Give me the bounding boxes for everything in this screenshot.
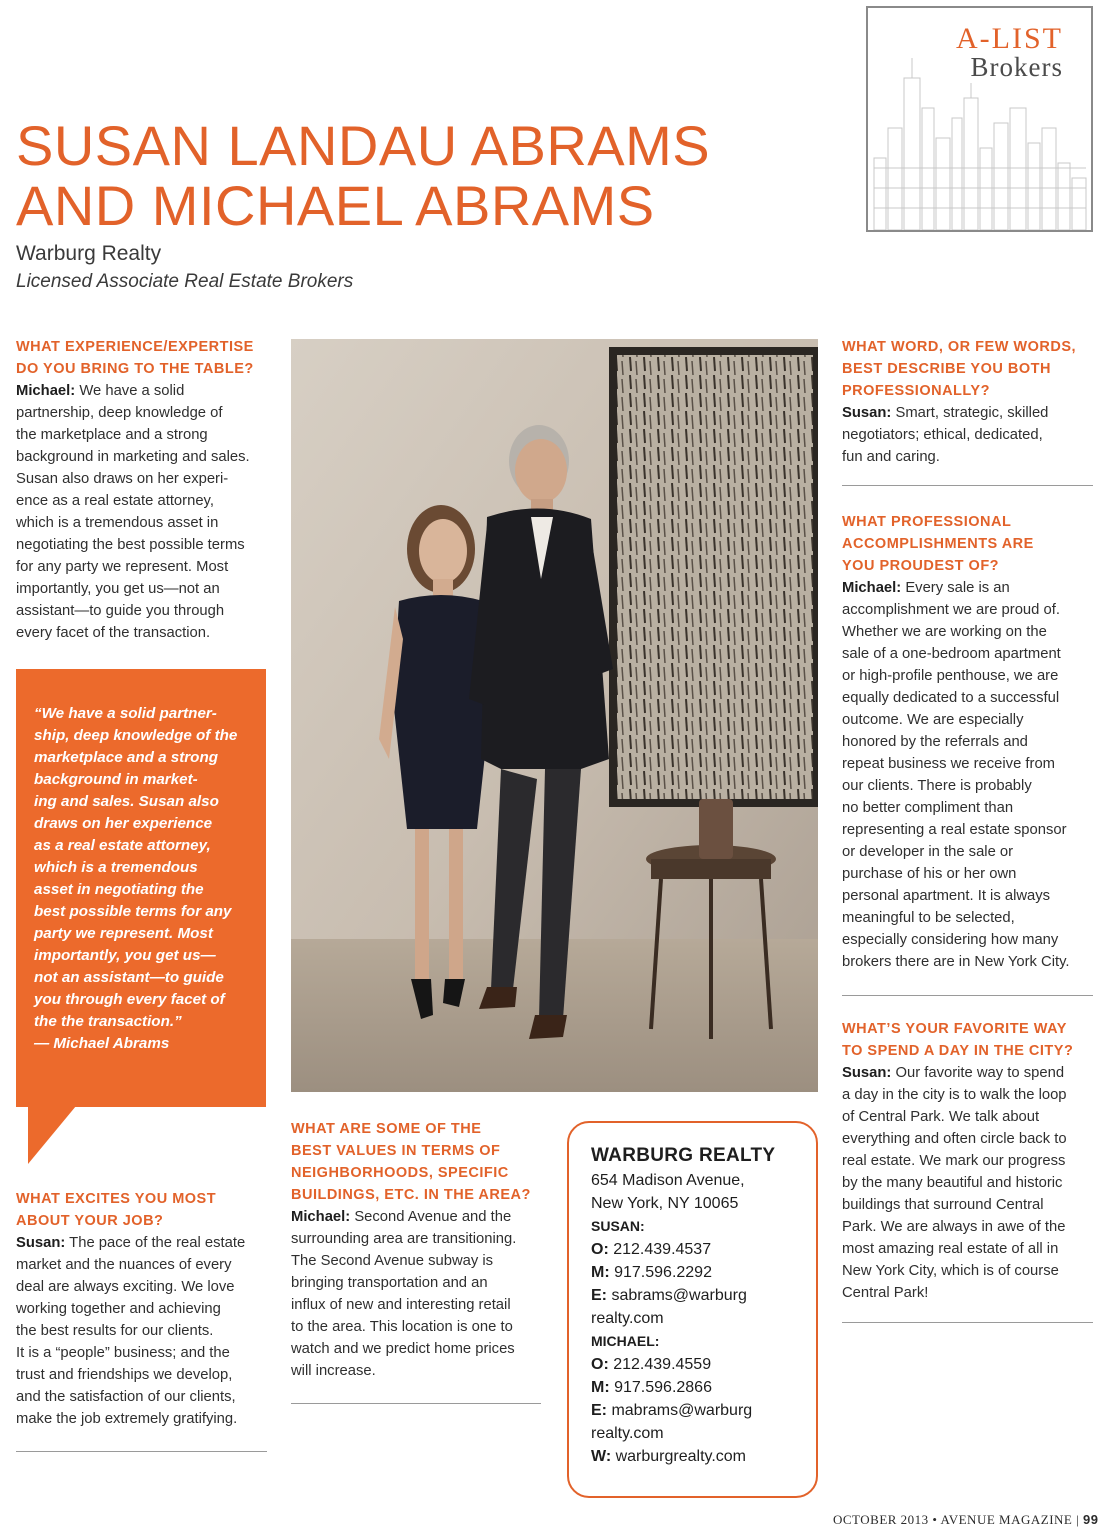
answer-line: bringing transportation and an xyxy=(291,1275,488,1291)
answer-line: buildings that surround Central xyxy=(842,1197,1044,1213)
question-heading: WHAT EXCITES YOU MOST xyxy=(16,1191,217,1207)
answer-line: the marketplace and a strong xyxy=(16,427,208,443)
footer-text: OCTOBER 2013 • AVENUE MAGAZINE | xyxy=(833,1512,1083,1527)
contact-label: W: xyxy=(591,1448,612,1465)
contact-company: WARBURG REALTY xyxy=(591,1145,776,1166)
company-name: Warburg Realty xyxy=(16,242,162,265)
right-column-q1 xyxy=(842,336,1097,468)
answer-line: surrounding area are transitioning. xyxy=(291,1231,517,1247)
answer-line xyxy=(842,577,1097,599)
answer-line: background in marketing and sales. xyxy=(16,449,250,465)
answer-line: and the satisfaction of our clients, xyxy=(16,1389,236,1405)
question-heading: WHAT PROFESSIONAL xyxy=(842,514,1012,530)
answer-line: Park. We are always in awe of the xyxy=(842,1219,1066,1235)
answer-line: fun and caring. xyxy=(842,449,940,465)
answer-line: make the job extremely gratifying. xyxy=(16,1411,238,1427)
answer-line: sale of a one-bedroom apartment xyxy=(842,646,1061,662)
answer-line: every facet of the transaction. xyxy=(16,625,211,641)
answer-text: The pace of the real estate xyxy=(65,1235,246,1251)
contact-phone-mobile xyxy=(591,1261,816,1284)
contact-value: 917.596.2866 xyxy=(609,1379,712,1396)
answer-line: influx of new and interesting retail xyxy=(291,1297,511,1313)
contact-phone-office xyxy=(591,1238,816,1261)
a-list-brokers-badge xyxy=(866,6,1093,232)
question-heading: PROFESSIONALLY? xyxy=(842,383,990,399)
answer-line: importantly, you get us—not an xyxy=(16,581,220,597)
speaker-label: Susan: xyxy=(16,1235,66,1251)
question-heading: WHAT’S YOUR FAVORITE WAY xyxy=(842,1021,1067,1037)
contact-person-heading: SUSAN: xyxy=(591,1218,645,1234)
question-heading: WHAT WORD, OR FEW WORDS, xyxy=(842,339,1077,355)
answer-line: New York City, which is of course xyxy=(842,1263,1059,1279)
contact-value: 212.439.4559 xyxy=(608,1356,712,1373)
answer-line: outcome. We are especially xyxy=(842,712,1024,728)
answer-line: to the area. This location is one to xyxy=(291,1319,513,1335)
contact-person-heading: MICHAEL: xyxy=(591,1333,660,1349)
answer-line: meaningful to be selected, xyxy=(842,910,1015,926)
left-column-q1 xyxy=(16,336,278,644)
question-heading: YOU PROUDEST OF? xyxy=(842,558,1000,574)
answer-line: Susan also draws on her experi- xyxy=(16,471,229,487)
question-heading: BEST VALUES IN TERMS OF xyxy=(291,1143,501,1159)
answer-line: partnership, deep knowledge of xyxy=(16,405,223,421)
website-link[interactable]: warburgrealty.com xyxy=(611,1448,746,1465)
pull-quote-line: you through every facet of xyxy=(34,991,225,1008)
answer-line: which is a tremendous asset in xyxy=(16,515,219,531)
pull-quote-line: marketplace and a strong xyxy=(34,749,219,766)
answer-line: Whether we are working on the xyxy=(842,624,1047,640)
answer-line: for any party we represent. Most xyxy=(16,559,229,575)
contact-label: M: xyxy=(591,1379,610,1396)
contact-box xyxy=(567,1121,818,1498)
speech-bubble-tail xyxy=(28,1106,78,1166)
answer-line: trust and friendships we develop, xyxy=(16,1367,233,1383)
answer-line xyxy=(842,1062,1097,1084)
question-heading: ABOUT YOUR JOB? xyxy=(16,1213,164,1229)
headline-line-2: AND MICHAEL ABRAMS xyxy=(16,174,655,237)
contact-email-link[interactable]: sabrams@warburg xyxy=(607,1287,747,1304)
contact-label: E: xyxy=(591,1402,607,1419)
middle-column-q xyxy=(291,1118,546,1382)
contact-website xyxy=(591,1445,816,1468)
answer-line: market and the nuances of every xyxy=(16,1257,232,1273)
answer-text: Smart, strategic, skilled xyxy=(891,405,1049,421)
answer-line: personal apartment. It is always xyxy=(842,888,1051,904)
contact-phone-office xyxy=(591,1353,816,1376)
answer-line: negotiating the best possible terms xyxy=(16,537,245,553)
answer-line: accomplishment we are proud of. xyxy=(842,602,1060,618)
answer-text: Our favorite way to spend xyxy=(891,1065,1065,1081)
pull-quote-line: draws on her experience xyxy=(34,815,213,832)
portrait-illustration xyxy=(291,339,818,1092)
answer-line: The Second Avenue subway is xyxy=(291,1253,494,1269)
contact-label: O: xyxy=(591,1241,609,1258)
divider xyxy=(842,1322,1093,1323)
answer-line: repeat business we receive from xyxy=(842,756,1056,772)
answer-line xyxy=(16,380,278,402)
question-heading: BUILDINGS, ETC. IN THE AREA? xyxy=(291,1187,531,1203)
pull-quote-line: importantly, you get us— xyxy=(34,947,216,964)
question-heading: TO SPEND A DAY IN THE CITY? xyxy=(842,1043,1074,1059)
contact-address-line: New York, NY 10065 xyxy=(591,1195,739,1212)
contact-email xyxy=(591,1284,816,1307)
answer-line: of Central Park. We talk about xyxy=(842,1109,1040,1125)
answer-line: the best results for our clients. xyxy=(16,1323,214,1339)
page-number: 99 xyxy=(1082,1512,1099,1527)
pull-quote-line: party we represent. Most xyxy=(34,925,213,942)
pull-quote-line: ship, deep knowledge of the xyxy=(34,727,238,744)
contact-phone-mobile xyxy=(591,1376,816,1399)
pull-quote-line: background in market- xyxy=(34,771,198,788)
question-heading: ACCOMPLISHMENTS ARE xyxy=(842,536,1034,552)
pull-quote-box xyxy=(16,669,266,1107)
answer-line: no better compliment than xyxy=(842,800,1014,816)
answer-text: We have a solid xyxy=(75,383,185,399)
left-column-q2 xyxy=(16,1188,278,1430)
pull-quote-line: not an assistant—to guide xyxy=(34,969,224,986)
answer-line: especially considering how many xyxy=(842,932,1059,948)
badge-title: A-LIST xyxy=(956,22,1063,55)
job-title: Licensed Associate Real Estate Brokers xyxy=(16,271,354,292)
answer-line: negotiators; ethical, dedicated, xyxy=(842,427,1043,443)
answer-line: purchase of his or her own xyxy=(842,866,1017,882)
divider xyxy=(842,995,1093,996)
answer-line: by the many beautiful and historic xyxy=(842,1175,1063,1191)
question-heading: WHAT ARE SOME OF THE xyxy=(291,1121,482,1137)
answer-line: real estate. We mark our progress xyxy=(842,1153,1066,1169)
answer-line: deal are always exciting. We love xyxy=(16,1279,235,1295)
contact-email-cont[interactable]: realty.com xyxy=(591,1310,664,1327)
answer-line: everything and often circle back to xyxy=(842,1131,1067,1147)
speaker-label: Michael: xyxy=(291,1209,351,1225)
speaker-label: Susan: xyxy=(842,405,892,421)
brokers-photo xyxy=(291,339,818,1092)
answer-line xyxy=(291,1206,546,1228)
answer-line: assistant—to guide you through xyxy=(16,603,225,619)
answer-line: equally dedicated to a successful xyxy=(842,690,1060,706)
speaker-label: Susan: xyxy=(842,1065,892,1081)
page-footer xyxy=(833,1512,1098,1528)
answer-line: most amazing real estate of all in xyxy=(842,1241,1059,1257)
badge-subtitle: Brokers xyxy=(970,52,1063,82)
answer-line: will increase. xyxy=(291,1363,376,1379)
answer-line: honored by the referrals and xyxy=(842,734,1028,750)
pull-quote-line: “We have a solid partner- xyxy=(34,705,217,722)
answer-line: It is a “people” business; and the xyxy=(16,1345,230,1361)
contact-value: 917.596.2292 xyxy=(609,1264,712,1281)
pull-quote-line: which is a tremendous xyxy=(34,859,198,876)
contact-label: O: xyxy=(591,1356,609,1373)
answer-line: Central Park! xyxy=(842,1285,929,1301)
contact-address-line: 654 Madison Avenue, xyxy=(591,1172,745,1189)
speaker-label: Michael: xyxy=(16,383,76,399)
answer-line: watch and we predict home prices xyxy=(291,1341,515,1357)
answer-line: or developer in the sale or xyxy=(842,844,1014,860)
answer-line: our clients. There is probably xyxy=(842,778,1032,794)
answer-line xyxy=(842,402,1097,424)
contact-label: E: xyxy=(591,1287,607,1304)
contact-email-link[interactable]: mabrams@warburg xyxy=(607,1402,753,1419)
question-heading: DO YOU BRING TO THE TABLE? xyxy=(16,361,254,377)
question-heading: BEST DESCRIBE YOU BOTH xyxy=(842,361,1051,377)
answer-line: or high-profile penthouse, we are xyxy=(842,668,1059,684)
contact-email xyxy=(591,1399,816,1422)
pull-quote-line: asset in negotiating the xyxy=(34,881,204,898)
pull-quote-line: as a real estate attorney, xyxy=(34,837,211,854)
divider xyxy=(291,1403,541,1404)
answer-line: brokers there are in New York City. xyxy=(842,954,1070,970)
speaker-label: Michael: xyxy=(842,580,902,596)
contact-label: M: xyxy=(591,1264,610,1281)
page-title xyxy=(16,116,716,236)
headline-line-1: SUSAN LANDAU ABRAMS xyxy=(16,114,711,177)
answer-line: ence as a real estate attorney, xyxy=(16,493,214,509)
pull-quote-line: the the transaction.” xyxy=(34,1013,182,1030)
answer-line xyxy=(16,1232,278,1254)
divider xyxy=(16,1451,267,1452)
answer-line: working together and achieving xyxy=(16,1301,221,1317)
right-column-q3 xyxy=(842,1018,1097,1304)
contact-value: 212.439.4537 xyxy=(608,1241,712,1258)
pull-quote-line: ing and sales. Susan also xyxy=(34,793,219,810)
answer-line: a day in the city is to walk the loop xyxy=(842,1087,1067,1103)
pull-quote-attribution: — Michael Abrams xyxy=(34,1035,170,1052)
divider xyxy=(842,485,1093,486)
answer-line: representing a real estate sponsor xyxy=(842,822,1067,838)
question-heading: WHAT EXPERIENCE/EXPERTISE xyxy=(16,339,254,355)
answer-text: Every sale is an xyxy=(901,580,1010,596)
question-heading: NEIGHBORHOODS, SPECIFIC xyxy=(291,1165,509,1181)
right-column-q2 xyxy=(842,511,1097,973)
contact-email-cont[interactable]: realty.com xyxy=(591,1425,664,1442)
answer-text: Second Avenue and the xyxy=(350,1209,512,1225)
pull-quote-line: best possible terms for any xyxy=(34,903,232,920)
